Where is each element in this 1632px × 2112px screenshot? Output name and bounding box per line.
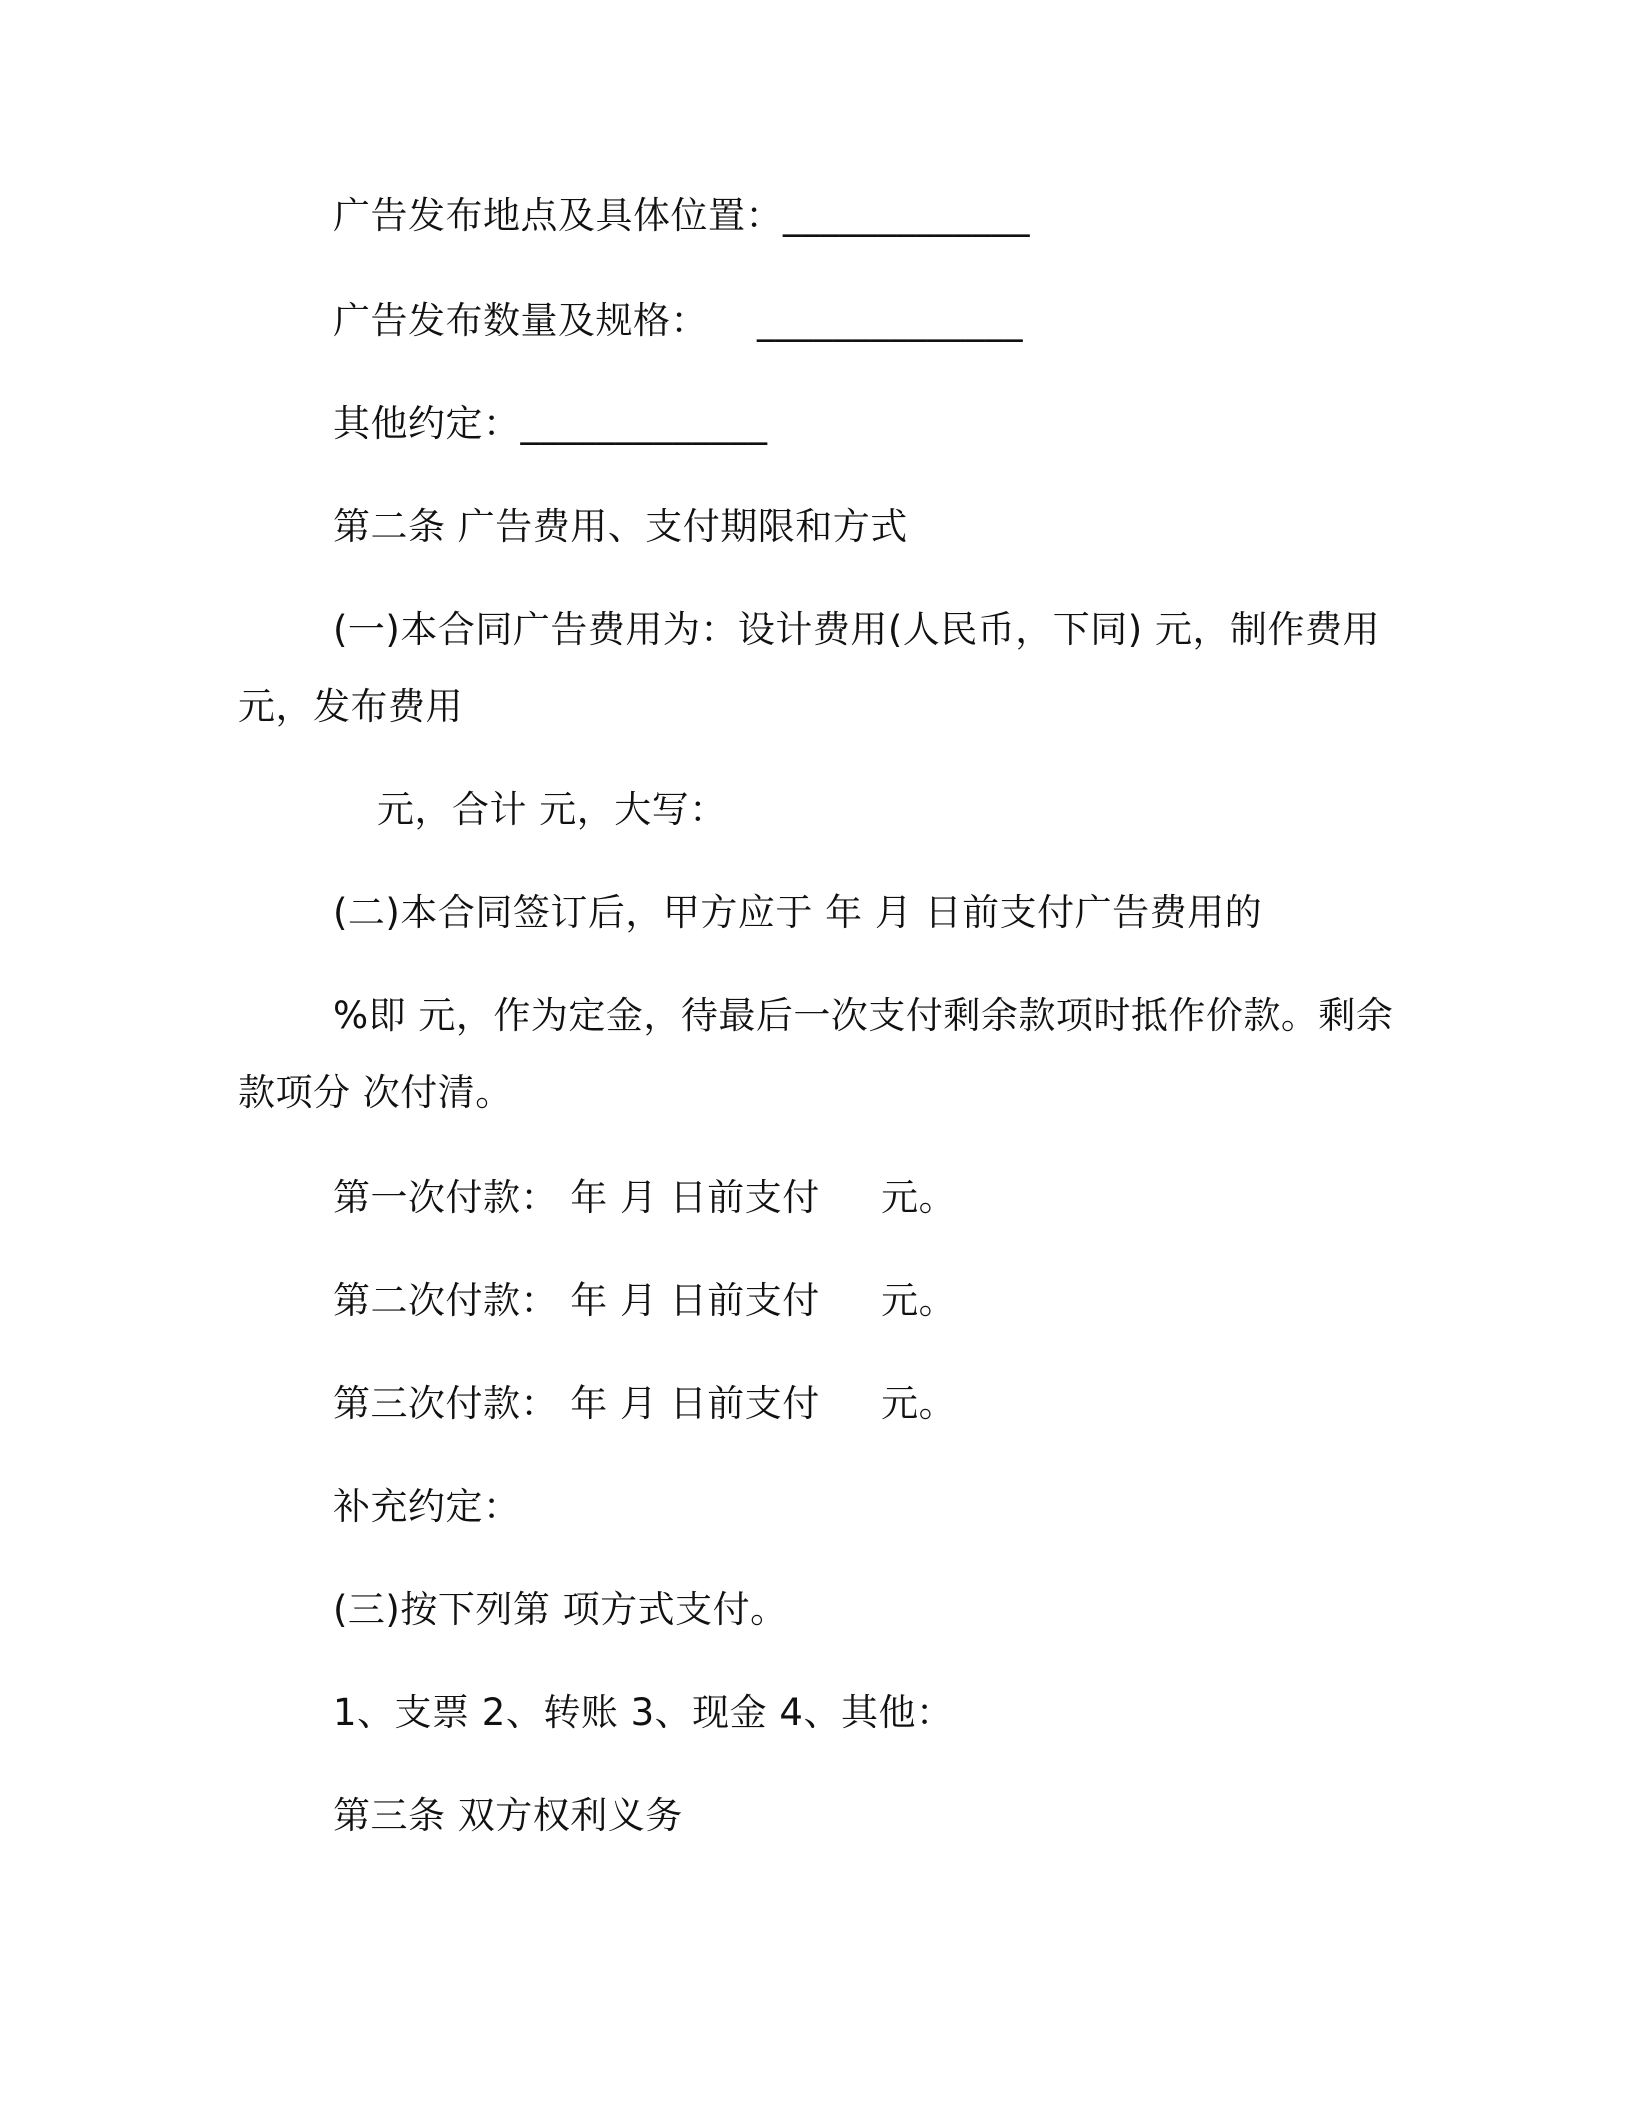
- ad-quantity-spec-line: 广告发布数量及规格： ______________: [333, 299, 1024, 342]
- second-payment-line: 第二次付款： 年 月 日前支付 元。: [333, 1279, 957, 1322]
- deposit-line-continued: 款项分 次付清。: [238, 1071, 513, 1114]
- fee-clause-three: (三)按下列第 项方式支付。: [333, 1588, 788, 1631]
- ad-location-line: 广告发布地点及具体位置：_____________: [333, 194, 1030, 237]
- supplementary-agreement-line: 补充约定：: [333, 1485, 521, 1528]
- fee-total-line: 元，合计 元，大写：: [377, 788, 727, 831]
- fee-clause-one-continued: 元，发布费用: [238, 685, 463, 728]
- first-payment-line: 第一次付款： 年 月 日前支付 元。: [333, 1176, 957, 1219]
- payment-methods-line: 1、支票 2、转账 3、现金 4、其他：: [333, 1691, 954, 1734]
- other-agreement-line: 其他约定：_____________: [333, 402, 768, 445]
- third-payment-line: 第三次付款： 年 月 日前支付 元。: [333, 1382, 957, 1425]
- fee-clause-two: (二)本合同签订后，甲方应于 年 月 日前支付广告费用的: [333, 891, 1263, 934]
- article-two-heading: 第二条 广告费用、支付期限和方式: [333, 505, 908, 548]
- article-three-heading: 第三条 双方权利义务: [333, 1794, 683, 1837]
- fee-clause-one: (一)本合同广告费用为：设计费用(人民币，下同) 元，制作费用: [333, 608, 1380, 651]
- deposit-line: %即 元，作为定金，待最后一次支付剩余款项时抵作价款。剩余: [333, 994, 1394, 1037]
